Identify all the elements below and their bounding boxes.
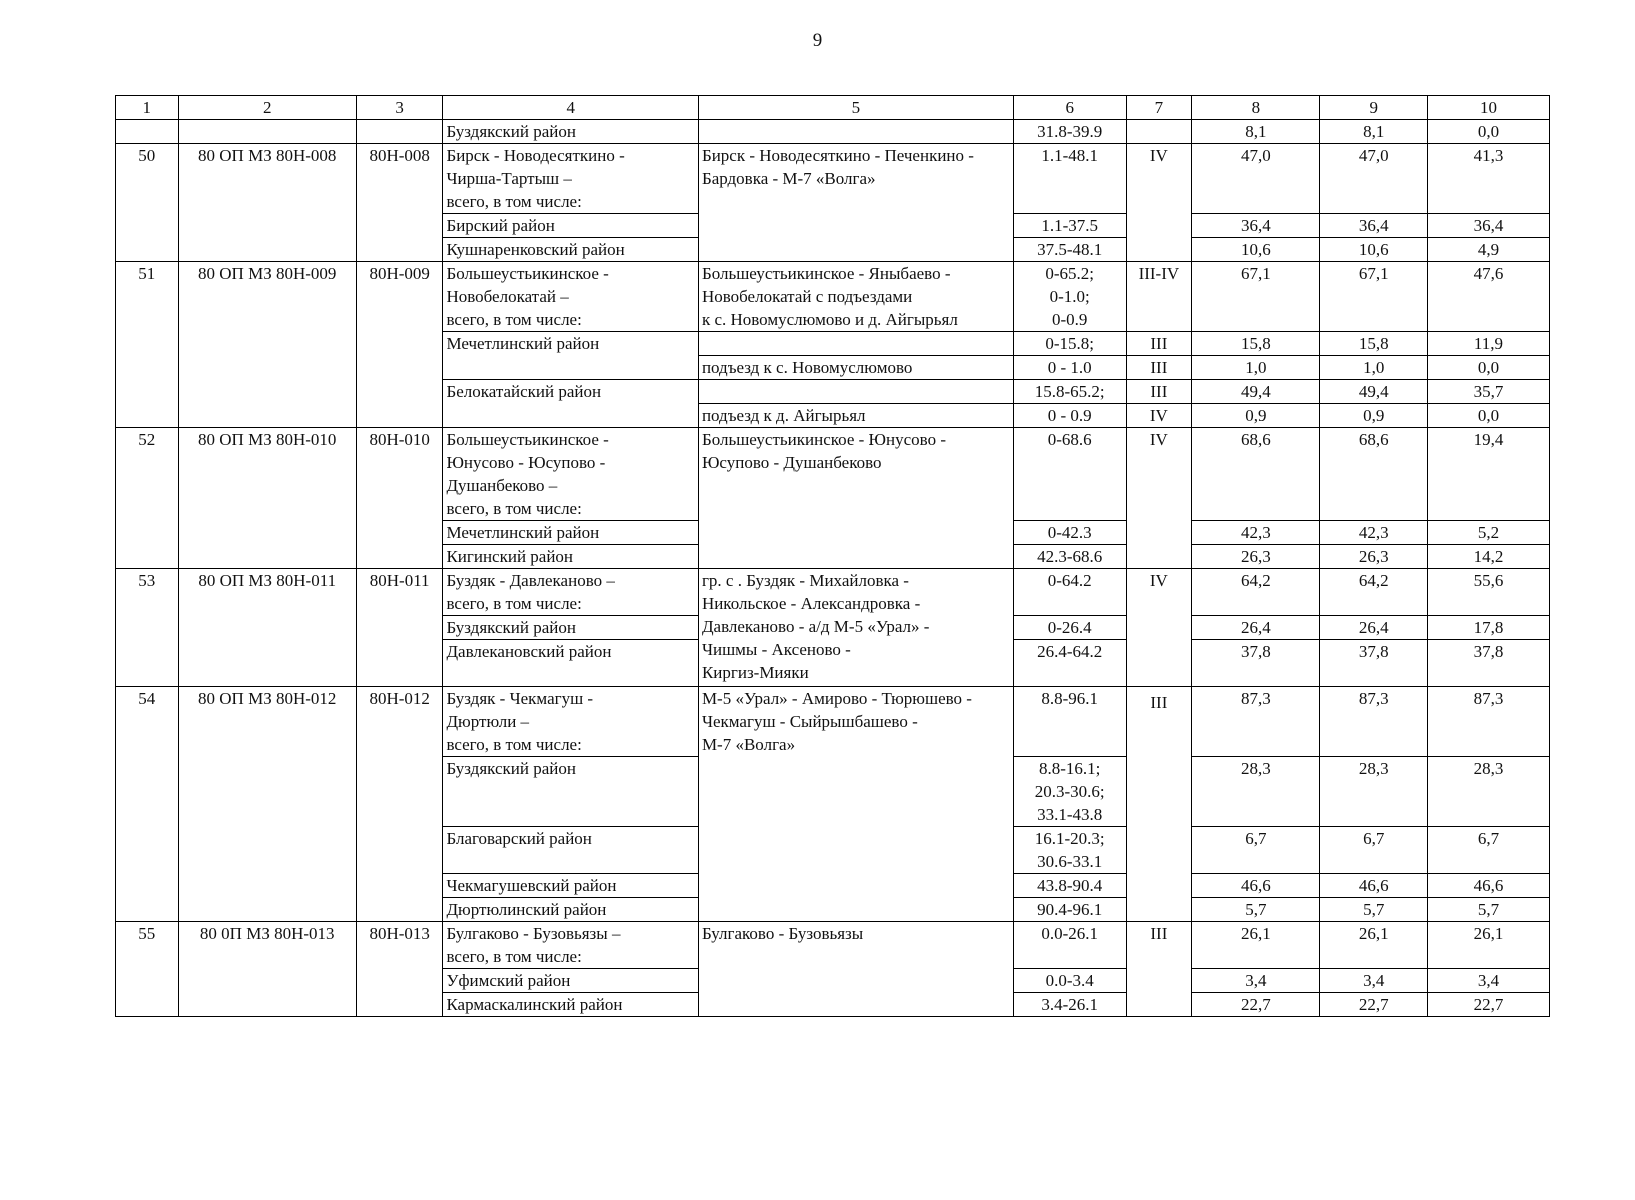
value-8: 10,6 <box>1192 238 1320 262</box>
road-id: 80Н-010 <box>356 428 443 569</box>
value-9: 15,8 <box>1320 332 1427 356</box>
value-10: 26,1 <box>1427 922 1549 969</box>
value-9: 26,1 <box>1320 922 1427 969</box>
route-description <box>698 922 1013 1017</box>
value-9: 26,3 <box>1320 545 1427 569</box>
road-code: 80 ОП МЗ 80Н-008 <box>178 144 356 262</box>
value-10: 19,4 <box>1427 428 1549 521</box>
km-range: 43.8-90.4 <box>1013 874 1126 898</box>
route-line: Киргиз-Мияки <box>701 663 809 682</box>
km-range: 42.3-68.6 <box>1013 545 1126 569</box>
header-cell: 7 <box>1126 96 1192 120</box>
road-name-line: Булгаково - Бузовьязы – <box>446 924 621 943</box>
value-8: 87,3 <box>1192 687 1320 757</box>
route-description <box>698 428 1013 569</box>
road-name-line: Бирск - Новодесяткино - <box>446 146 625 165</box>
value-8: 36,4 <box>1192 214 1320 238</box>
road-name <box>443 687 699 757</box>
value-8: 3,4 <box>1192 969 1320 993</box>
header-cell: 5 <box>698 96 1013 120</box>
route-description <box>698 687 1013 922</box>
value-10: 28,3 <box>1427 757 1549 827</box>
road-category: III <box>1126 922 1192 1017</box>
value-10: 41,3 <box>1427 144 1549 214</box>
route-line: гр. с . Буздяк - Михайловка - <box>701 571 909 590</box>
table-row <box>116 428 1550 521</box>
km-line: 0-0.9 <box>1051 310 1088 329</box>
road-id: 80Н-013 <box>356 922 443 1017</box>
value-9: 67,1 <box>1320 262 1427 332</box>
district-name: Кигинский район <box>443 545 699 569</box>
value-8: 6,7 <box>1192 827 1320 874</box>
route-description <box>698 332 1013 356</box>
km-range: 0.0-3.4 <box>1013 969 1126 993</box>
value-8: 68,6 <box>1192 428 1320 521</box>
road-code: 80 ОП МЗ 80Н-009 <box>178 262 356 428</box>
route-description <box>698 569 1013 687</box>
header-cell: 6 <box>1013 96 1126 120</box>
road-category: IV <box>1126 428 1192 569</box>
km-range: 3.4-26.1 <box>1013 993 1126 1017</box>
value-10: 3,4 <box>1427 969 1549 993</box>
km-range <box>1013 757 1126 827</box>
value-8: 67,1 <box>1192 262 1320 332</box>
road-name <box>443 428 699 521</box>
value-10: 6,7 <box>1427 827 1549 874</box>
road-name <box>443 922 699 969</box>
road-name-line: всего, в том числе: <box>446 594 582 613</box>
km-range <box>1013 827 1126 874</box>
row-number: 51 <box>116 262 179 428</box>
km-range: 0.0-26.1 <box>1013 922 1126 969</box>
table-row <box>116 569 1550 616</box>
route-line: Давлеканово - а/д М-5 «Урал» - <box>701 617 930 636</box>
road-id: 80Н-012 <box>356 687 443 922</box>
route-description: подъезд к д. Айгырьял <box>698 404 1013 428</box>
road-name-line: Юнусово - Юсупово - <box>446 453 606 472</box>
road-code: 80 ОП МЗ 80Н-011 <box>178 569 356 687</box>
header-cell: 1 <box>116 96 179 120</box>
value-10: 0,0 <box>1427 404 1549 428</box>
value-9: 37,8 <box>1320 640 1427 687</box>
value-9: 42,3 <box>1320 521 1427 545</box>
km-range: 0-64.2 <box>1013 569 1126 616</box>
road-id: 80Н-009 <box>356 262 443 428</box>
value-10: 22,7 <box>1427 993 1549 1017</box>
value-9: 36,4 <box>1320 214 1427 238</box>
route-line: М-5 «Урал» - Амирово - Тюрюшево - <box>701 689 972 708</box>
km-range: 0-42.3 <box>1013 521 1126 545</box>
district-name: Давлекановский район <box>443 640 699 687</box>
header-row <box>116 96 1550 120</box>
km-line: 0-1.0; <box>1049 287 1090 306</box>
route-line: М-7 «Волга» <box>701 735 796 754</box>
value-10: 55,6 <box>1427 569 1549 616</box>
value-10: 0,0 <box>1427 120 1549 144</box>
road-name-line: всего, в том числе: <box>446 310 582 329</box>
district-name: Кушнаренковский район <box>443 238 699 262</box>
value-10: 17,8 <box>1427 616 1549 640</box>
value-8: 5,7 <box>1192 898 1320 922</box>
table-row <box>116 262 1550 332</box>
district-name: Бирский район <box>443 214 699 238</box>
km-range: 31.8-39.9 <box>1013 120 1126 144</box>
km-range: 0 - 1.0 <box>1013 356 1126 380</box>
district-name: Чекмагушевский район <box>443 874 699 898</box>
district-name: Мечетлинский район <box>443 332 699 380</box>
road-code: 80 ОП МЗ 80Н-012 <box>178 687 356 922</box>
value-8: 26,4 <box>1192 616 1320 640</box>
road-name <box>443 144 699 214</box>
value-9: 46,6 <box>1320 874 1427 898</box>
value-9: 5,7 <box>1320 898 1427 922</box>
value-8: 64,2 <box>1192 569 1320 616</box>
km-range: 0-15.8; <box>1013 332 1126 356</box>
road-name-line: всего, в том числе: <box>446 735 582 754</box>
value-10: 36,4 <box>1427 214 1549 238</box>
route-line: Чишмы - Аксеново - <box>701 640 851 659</box>
value-10: 11,9 <box>1427 332 1549 356</box>
value-9: 28,3 <box>1320 757 1427 827</box>
road-name-line: Дюртюли – <box>446 712 530 731</box>
route-line: Юсупово - Душанбеково <box>701 453 882 472</box>
km-line: 16.1-20.3; <box>1034 829 1105 848</box>
value-9: 49,4 <box>1320 380 1427 404</box>
km-range: 15.8-65.2; <box>1013 380 1126 404</box>
road-code: 80 ОП МЗ 80Н-010 <box>178 428 356 569</box>
road-id: 80Н-008 <box>356 144 443 262</box>
value-9: 10,6 <box>1320 238 1427 262</box>
value-8: 26,1 <box>1192 922 1320 969</box>
km-line: 33.1-43.8 <box>1037 805 1103 824</box>
route-description <box>698 262 1013 332</box>
road-category: IV <box>1126 144 1192 262</box>
value-9: 1,0 <box>1320 356 1427 380</box>
table-row <box>116 144 1550 214</box>
value-10: 5,2 <box>1427 521 1549 545</box>
table-row <box>116 120 1550 144</box>
route-description <box>698 380 1013 404</box>
row-number: 53 <box>116 569 179 687</box>
km-line: 8.8-16.1; <box>1039 759 1101 778</box>
table-row <box>116 922 1550 969</box>
route-line: Бардовка - М-7 «Волга» <box>701 169 876 188</box>
header-cell: 9 <box>1320 96 1427 120</box>
km-line: 0-65.2; <box>1045 264 1095 283</box>
road-name-line: Буздяк - Чекмагуш - <box>446 689 594 708</box>
road-name-line: Буздяк - Давлеканово – <box>446 571 615 590</box>
road-code: 80 0П МЗ 80Н-013 <box>178 922 356 1017</box>
road-category: III <box>1126 687 1192 922</box>
value-9: 8,1 <box>1320 120 1427 144</box>
road-category: IV <box>1126 404 1192 428</box>
district-name: Буздякский район <box>443 757 699 827</box>
road-category: III <box>1126 356 1192 380</box>
value-8: 26,3 <box>1192 545 1320 569</box>
roads-table <box>115 95 1550 1017</box>
road-id: 80Н-011 <box>356 569 443 687</box>
road-name-line: всего, в том числе: <box>446 499 582 518</box>
km-range: 0 - 0.9 <box>1013 404 1126 428</box>
value-8: 49,4 <box>1192 380 1320 404</box>
value-8: 8,1 <box>1192 120 1320 144</box>
row-number: 55 <box>116 922 179 1017</box>
value-8: 46,6 <box>1192 874 1320 898</box>
road-category: III-IV <box>1126 262 1192 332</box>
road-name-line: Большеустьикинское - <box>446 430 609 449</box>
district-name: Буздякский район <box>443 120 699 144</box>
km-range: 8.8-96.1 <box>1013 687 1126 757</box>
value-10: 35,7 <box>1427 380 1549 404</box>
km-range: 90.4-96.1 <box>1013 898 1126 922</box>
km-range: 1.1-37.5 <box>1013 214 1126 238</box>
km-line: 30.6-33.1 <box>1037 852 1103 871</box>
row-number: 50 <box>116 144 179 262</box>
road-name-line: Душанбеково – <box>446 476 558 495</box>
km-range: 0-26.4 <box>1013 616 1126 640</box>
value-10: 4,9 <box>1427 238 1549 262</box>
district-name: Кармаскалинский район <box>443 993 699 1017</box>
value-10: 0,0 <box>1427 356 1549 380</box>
header-cell: 8 <box>1192 96 1320 120</box>
value-8: 47,0 <box>1192 144 1320 214</box>
value-10: 14,2 <box>1427 545 1549 569</box>
value-8: 0,9 <box>1192 404 1320 428</box>
road-name-line: всего, в том числе: <box>446 947 582 966</box>
route-line: Бирск - Новодесяткино - Печенкино - <box>701 146 974 165</box>
value-9: 47,0 <box>1320 144 1427 214</box>
route-line: к с. Новомуслюмово и д. Айгырьял <box>701 310 958 329</box>
value-9: 3,4 <box>1320 969 1427 993</box>
road-name-line: всего, в том числе: <box>446 192 582 211</box>
road-name <box>443 262 699 332</box>
row-number: 52 <box>116 428 179 569</box>
km-line: 20.3-30.6; <box>1034 782 1105 801</box>
value-8: 1,0 <box>1192 356 1320 380</box>
route-line: Большеустьикинское - Яныбаево - <box>701 264 951 283</box>
road-category: IV <box>1126 569 1192 687</box>
value-8: 37,8 <box>1192 640 1320 687</box>
district-name: Уфимский район <box>443 969 699 993</box>
header-cell: 3 <box>356 96 443 120</box>
table-row <box>116 687 1550 757</box>
value-9: 6,7 <box>1320 827 1427 874</box>
value-10: 5,7 <box>1427 898 1549 922</box>
value-10: 37,8 <box>1427 640 1549 687</box>
value-9: 26,4 <box>1320 616 1427 640</box>
km-range: 37.5-48.1 <box>1013 238 1126 262</box>
value-9: 0,9 <box>1320 404 1427 428</box>
route-line: Булгаково - Бузовьязы <box>701 924 864 943</box>
row-number: 54 <box>116 687 179 922</box>
district-name: Мечетлинский район <box>443 521 699 545</box>
road-name-line: Чирша-Тартыш – <box>446 169 572 188</box>
route-line: Новобелокатай с подъездами <box>701 287 913 306</box>
km-range <box>1013 262 1126 332</box>
value-10: 87,3 <box>1427 687 1549 757</box>
route-line: Никольское - Александровка - <box>701 594 921 613</box>
value-9: 22,7 <box>1320 993 1427 1017</box>
district-name: Белокатайский район <box>443 380 699 428</box>
header-cell: 2 <box>178 96 356 120</box>
value-8: 15,8 <box>1192 332 1320 356</box>
value-8: 42,3 <box>1192 521 1320 545</box>
road-name <box>443 569 699 616</box>
km-range: 1.1-48.1 <box>1013 144 1126 214</box>
km-range: 0-68.6 <box>1013 428 1126 521</box>
district-name: Дюртюлинский район <box>443 898 699 922</box>
value-10: 46,6 <box>1427 874 1549 898</box>
page-number: 9 <box>812 30 823 51</box>
road-category: III <box>1126 332 1192 356</box>
km-range: 26.4-64.2 <box>1013 640 1126 687</box>
road-name-line: Большеустьикинское - <box>446 264 609 283</box>
header-cell: 10 <box>1427 96 1549 120</box>
header-cell: 4 <box>443 96 699 120</box>
route-description <box>698 144 1013 262</box>
district-name: Буздякский район <box>443 616 699 640</box>
value-9: 68,6 <box>1320 428 1427 521</box>
district-name: Благоварский район <box>443 827 699 874</box>
value-8: 22,7 <box>1192 993 1320 1017</box>
value-9: 87,3 <box>1320 687 1427 757</box>
route-description: подъезд к с. Новомуслюмово <box>698 356 1013 380</box>
value-9: 64,2 <box>1320 569 1427 616</box>
value-10: 47,6 <box>1427 262 1549 332</box>
route-line: Чекмагуш - Сыйрышбашево - <box>701 712 918 731</box>
value-8: 28,3 <box>1192 757 1320 827</box>
road-name-line: Новобелокатай – <box>446 287 569 306</box>
road-category: III <box>1126 380 1192 404</box>
route-line: Большеустьикинское - Юнусово - <box>701 430 946 449</box>
